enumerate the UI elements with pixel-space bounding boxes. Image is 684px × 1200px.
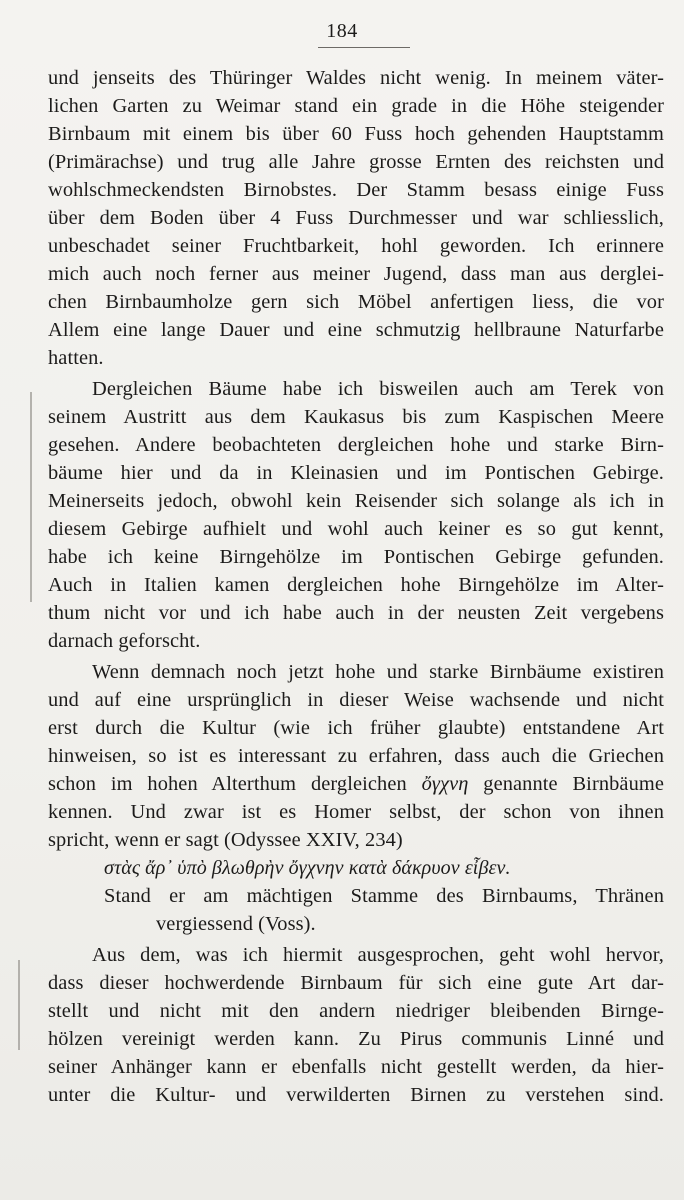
text-line: bäume hier und da in Kleinasien und im Pontischen Gebirge. [48, 462, 664, 484]
paragraph [48, 941, 664, 1109]
text-line: thum nicht vor und ich habe auch in der neusten Zeit vergebens [48, 602, 664, 624]
translation-line: Stand er am mächtigen Stamme des Birnbaums, Thränen [104, 885, 664, 907]
greek-word: ὄγχνη [421, 773, 469, 795]
text-line: und jenseits des Thüringer Waldes nicht wenig. In meinem väter- [48, 67, 664, 89]
text-line: gesehen. Andere beobachteten dergleichen hohe und starke Birn- [48, 434, 664, 456]
text-line: Allem eine lange Dauer und eine schmutzig hellbraune Naturfarbe [48, 319, 664, 341]
header-rule [318, 47, 410, 48]
text-line: stellt und nicht mit den andern niedriger bleibenden Birnge- [48, 1000, 664, 1022]
text-line: seinem Austritt aus dem Kaukasus bis zum Kaspischen Meere [48, 406, 664, 428]
text-line: chen Birnbaumholze gern sich Möbel anfertigen liess, die vor [48, 291, 664, 313]
text-line: Dergleichen Bäume habe ich bisweilen auch am Terek von [92, 378, 664, 400]
text-segment: genannte Birnbäume [483, 773, 664, 795]
margin-pencil-mark [30, 392, 32, 602]
page-number: 184 [326, 20, 358, 42]
paragraph [48, 658, 664, 938]
text-line: diesem Gebirge aufhielt und wohl auch keiner es so gut kennt, [48, 518, 664, 540]
text-line: lichen Garten zu Weimar stand ein grade in die Höhe steigender [48, 95, 664, 117]
text-line: dass dieser hochwerdende Birnbaum für sich eine gute Art dar- [48, 972, 664, 994]
text-line: spricht, wenn er sagt (Odyssee XXIV, 234) [48, 829, 403, 851]
text-line: Auch in Italien kamen dergleichen hohe Birngehölze im Alter- [48, 574, 664, 596]
text-line: unter die Kultur- und verwilderten Birnen zu verstehen sind. [48, 1084, 664, 1106]
text-line: Aus dem, was ich hiermit ausgesprochen, geht wohl hervor, [92, 944, 664, 966]
text-line: wohlschmeckendsten Birnobstes. Der Stamm besass einige Fuss [48, 179, 664, 201]
margin-pencil-mark [18, 960, 20, 1050]
text-line: erst durch die Kultur (wie ich früher glaubte) entstandene Art [48, 717, 664, 739]
text-line: und auf eine ursprünglich in dieser Weise wachsende und nicht [48, 689, 664, 711]
text-line: hatten. [48, 347, 104, 369]
translation-line: vergiessend (Voss). [156, 913, 316, 935]
text-line: kennen. Und zwar ist es Homer selbst, der schon von ihnen [48, 801, 664, 823]
text-line: habe ich keine Birngehölze im Pontischen Gebirge gefunden. [48, 546, 664, 568]
text-line: Wenn demnach noch jetzt hohe und starke Birnbäume existiren [92, 661, 664, 683]
paragraph [48, 375, 664, 655]
text-line: hinweisen, so ist es interessant zu erfahren, dass auch die Griechen [48, 745, 664, 767]
text-line: hölzen vereinigt werden kann. Zu Pirus communis Linné und [48, 1028, 664, 1050]
text-line: Birnbaum mit einem bis über 60 Fuss hoch gehenden Hauptstamm [48, 123, 664, 145]
paragraph [48, 64, 664, 372]
text-segment: schon im hohen Alterthum dergleichen [48, 773, 407, 795]
text-line: unbeschadet seiner Fruchtbarkeit, hohl geworden. Ich erinnere [48, 235, 664, 257]
text-line: Meinerseits jedoch, obwohl kein Reisender sich solange als ich in [48, 490, 664, 512]
text-line: mich auch noch ferner aus meiner Jugend, dass man aus derglei- [48, 263, 664, 285]
text-line: darnach geforscht. [48, 630, 201, 652]
body-text [48, 64, 664, 1109]
text-line: über dem Boden über 4 Fuss Durchmesser und war schliesslich, [48, 207, 664, 229]
text-line: (Primärachse) und trug alle Jahre grosse Ernten des reichsten und [48, 151, 664, 173]
greek-quotation: στὰς ἄρ᾽ ὑπὸ βλωθρὴν ὄγχνην κατὰ δάκρυον εἶβεν. [104, 857, 511, 879]
text-line [48, 770, 664, 798]
text-line: seiner Anhänger kann er ebenfalls nicht gestellt werden, da hier- [48, 1056, 664, 1078]
